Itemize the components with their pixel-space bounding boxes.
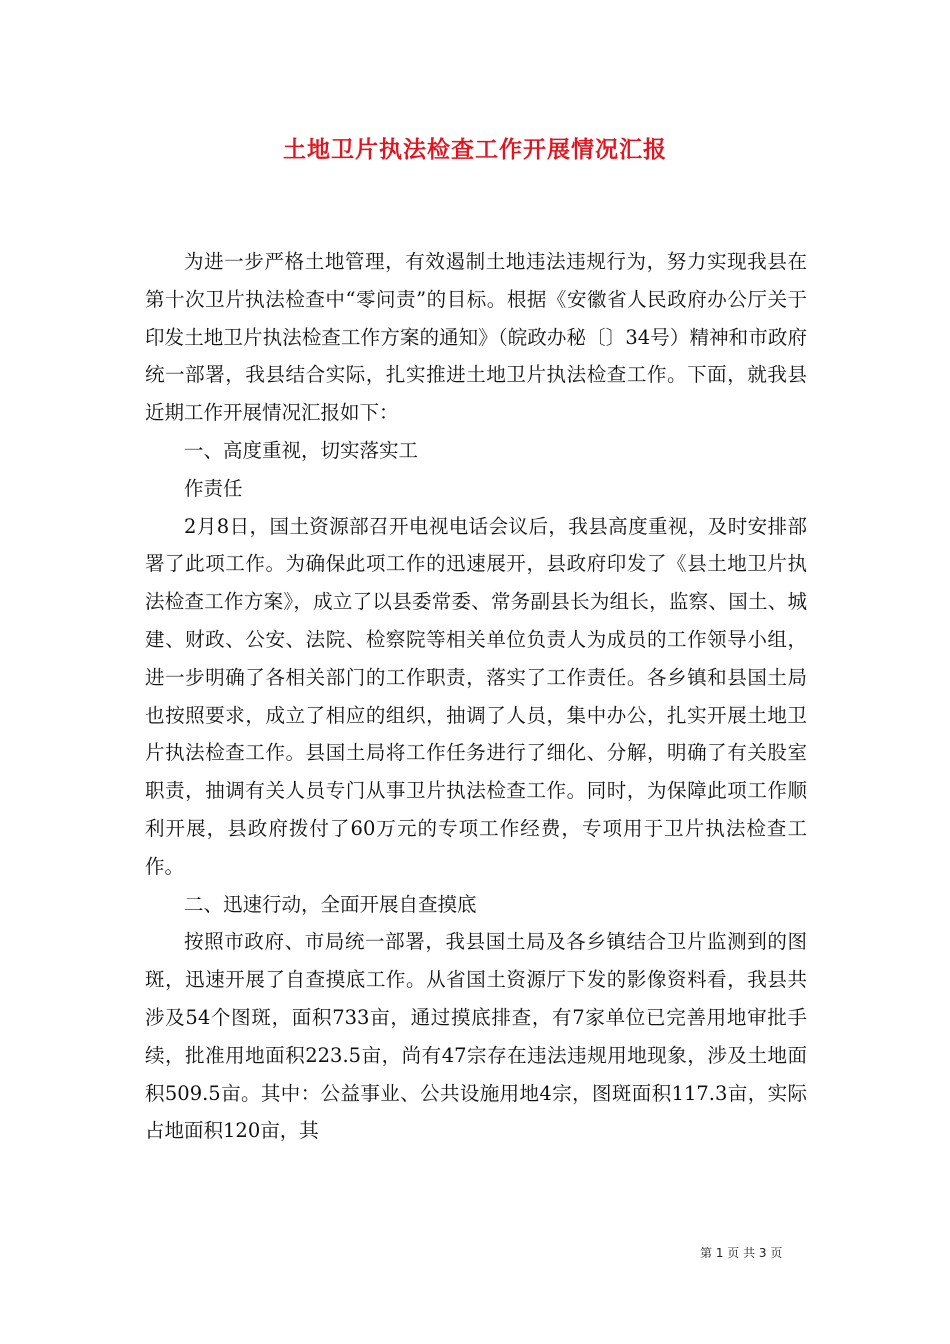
document-title: 土地卫片执法检查工作开展情况汇报	[283, 136, 667, 163]
paragraph-intro: 为进一步严格土地管理，有效遏制土地违法违规行为，努力实现我县在第十次卫片执法检查中“零问责”的目标。根据《安徽省人民政府办公厅关于印发土地卫片执法检查工作方案的通知》（皖政办秘〔〕34号）精神和市政府统一部署，我县结合实际，扎实推进土地卫片执法检查工作。下面，就我县近期工作开展情况汇报如下：	[145, 250, 807, 425]
section-heading-1-continued: 作责任	[184, 476, 243, 500]
document-body	[145, 243, 807, 1150]
paragraph-section-2: 按照市政府、市局统一部署，我县国土局及各乡镇结合卫片监测到的图斑，迅速开展了自查摸底工作。从省国土资源厅下发的影像资料看，我县共涉及54个图斑，面积733亩，通过摸底排查，有7家单位已完善用地审批手续，批准用地面积223.5亩，尚有47宗存在违法违规用地现象，涉及土地面积509.5亩。其中：公益事业、公共设施用地4宗，图斑面积117.3亩，实际占地面积120亩，其	[145, 930, 807, 1143]
paragraph-section-1: 2月8日，国土资源部召开电视电话会议后，我县高度重视，及时安排部署了此项工作。为确保此项工作的迅速展开，县政府印发了《县土地卫片执法检查工作方案》，成立了以县委常委、常务副县长为组长，监察、国土、城建、财政、公安、法院、检察院等相关单位负责人为成员的工作领导小组，进一步明确了各相关部门的工作职责，落实了工作责任。各乡镇和县国土局也按照要求，成立了相应的组织，抽调了人员，集中办公，扎实开展土地卫片执法检查工作。县国土局将工作任务进行了细化、分解，明确了有关股室职责，抽调有关人员专门从事卫片执法检查工作。同时，为保障此项工作顺利开展，县政府拨付了60万元的专项工作经费，专项用于卫片执法检查工作。	[145, 514, 807, 878]
page-number: 第 1 页 共 3 页	[700, 1246, 783, 1260]
section-heading-2: 二、迅速行动，全面开展自查摸底	[184, 892, 477, 916]
section-heading-1: 一、高度重视，切实落实工	[184, 438, 419, 462]
